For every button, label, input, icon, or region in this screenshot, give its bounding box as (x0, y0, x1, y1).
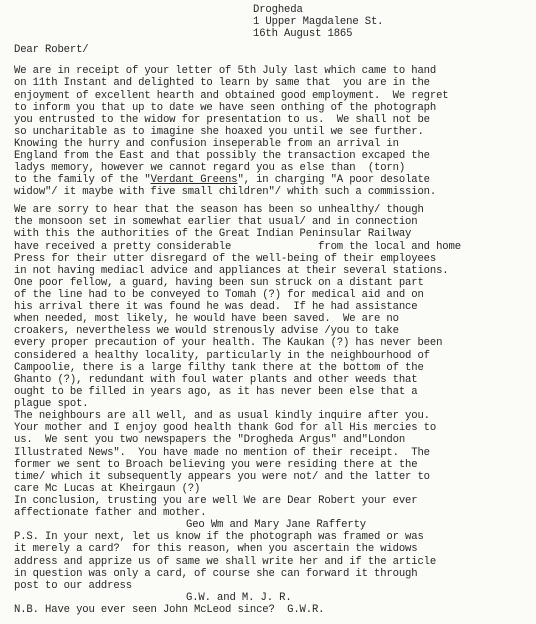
p2-line: with this the authorities of the Great Indian Peninsular Railway (14, 228, 412, 241)
p2-line: of the line had to be conveyed to Tomah (?) for medical aid and on (14, 289, 424, 301)
p1-line: enjoyment of excellent hearth and obtained good employment. We regret (14, 89, 449, 102)
p1-line: to inform you that up to date we have seen onthing of the photograph (14, 101, 437, 114)
ps-line: P.S. In your next, let us know if the photograph was framed or was (14, 531, 424, 544)
header-place: Drogheda (253, 3, 303, 16)
p1-line: We are in receipt of your letter of 5th July last which came to hand (14, 65, 437, 78)
p2-line: when needed, most likely, he would have been saved. We are no (14, 313, 399, 326)
initials: G.W. and M. J. R. (186, 591, 292, 604)
p2-line: considered a healthy locality, particularly in the neighbourhood of (14, 349, 430, 362)
ps-line: address and apprize us of same we shall write her and if the article (14, 555, 437, 568)
p2-line: croakers, nevertheless we would strenously advise /you to take (14, 325, 399, 338)
p2-line: One poor fellow, a guard, having been sun struck on a distant part (14, 276, 424, 289)
p2-line: Ghanto (?), redundant with foul water plants and other weeds that (14, 373, 418, 386)
p3-line: Illustrated News". You have made no mention of their receipt. The (14, 446, 430, 459)
p2-line: his arrival there it was found he was dead. If he had assistance (14, 301, 418, 314)
ps-line: it merely a card? for this reason, when you ascertain the widows (14, 543, 418, 556)
p2-line: Campoolie, there is a large filthy tank there at the bottom of the (14, 361, 424, 374)
p3-line: Your mother and I enjoy good health thank God for all His mercies to (14, 422, 437, 435)
header-date: 16th August 1865 (253, 28, 353, 40)
p1-line10-before: to the family of the " (14, 174, 151, 187)
p2-line: plague spot. (14, 398, 89, 410)
p1-line: England from the East and that possibly the transaction excaped the (14, 150, 430, 163)
p2-line: ought to be filled in years ago, as it has never been else that a (14, 385, 418, 398)
p3-line: us. We sent you two newspapers the "Drogheda Argus" and"London (14, 434, 406, 447)
p1-line: you entrusted to the widow for presentation to us. We shall not be (14, 113, 430, 126)
p3-line: The neighbours are all well, and as usual kindly inquire after you. (14, 410, 430, 423)
salutation: Dear Robert/ (14, 43, 89, 56)
p2-line: the monsoon set in somewhat earlier that usual/ and in connection (14, 216, 418, 229)
verdant-greens-underlined: Verdant Greens (150, 174, 238, 187)
p2-line: We are sorry to hear that the season has been so unhealthy/ though (14, 204, 424, 217)
p1-line (14, 174, 430, 186)
signature: Geo Wm and Mary Jane Rafferty (186, 519, 367, 532)
p1-line: Knowing the hurry and confusion inseperable from an arrival in (14, 138, 399, 150)
p1-line: widow"/ it maybe with five small children"/ whith such a commission. (14, 186, 437, 199)
nb-line: N.B. Have you ever seen John McLeod since? G.W.R. (14, 604, 325, 616)
p2-line: have received a pretty considerable from the local and home (14, 240, 461, 253)
header-address: 1 Upper Magdalene St. (253, 15, 384, 28)
p3-line: affectionate father and mother. (14, 507, 207, 520)
p2-line: every proper precaution of your health. The Kaukan (?) has never been (14, 337, 443, 350)
p2-line: Press for their utter disregard of the well-being of their employees (14, 252, 437, 265)
p1-line: ladys memory, however we cannot regard you as else than (torn) (14, 162, 406, 175)
ps-line: post to our address (14, 579, 132, 592)
p1-line10-after: ", in charging "A poor desolate (237, 174, 430, 187)
ps-line: in question was only a card, of course she can forward it through (14, 567, 418, 580)
p1-line: on 11th Instant and delighted to learn by same that you are in the (14, 77, 430, 90)
p3-line: care Mc Lucas at Kheirgaun (?) (14, 482, 201, 495)
p3-line: In conclusion, trusting you are well We are Dear Robert your ever (14, 494, 418, 507)
p3-line: time/ which it subsequently appears you were not/ and the latter to (14, 470, 430, 483)
p3-line: former we sent to Broach believing you were residing there at the (14, 458, 418, 471)
p1-line: so uncharitable as to imagine she hoaxed you until we see further. (14, 125, 424, 138)
p2-line: in not having mediacl advice and appliances at their several stations. (14, 264, 449, 277)
